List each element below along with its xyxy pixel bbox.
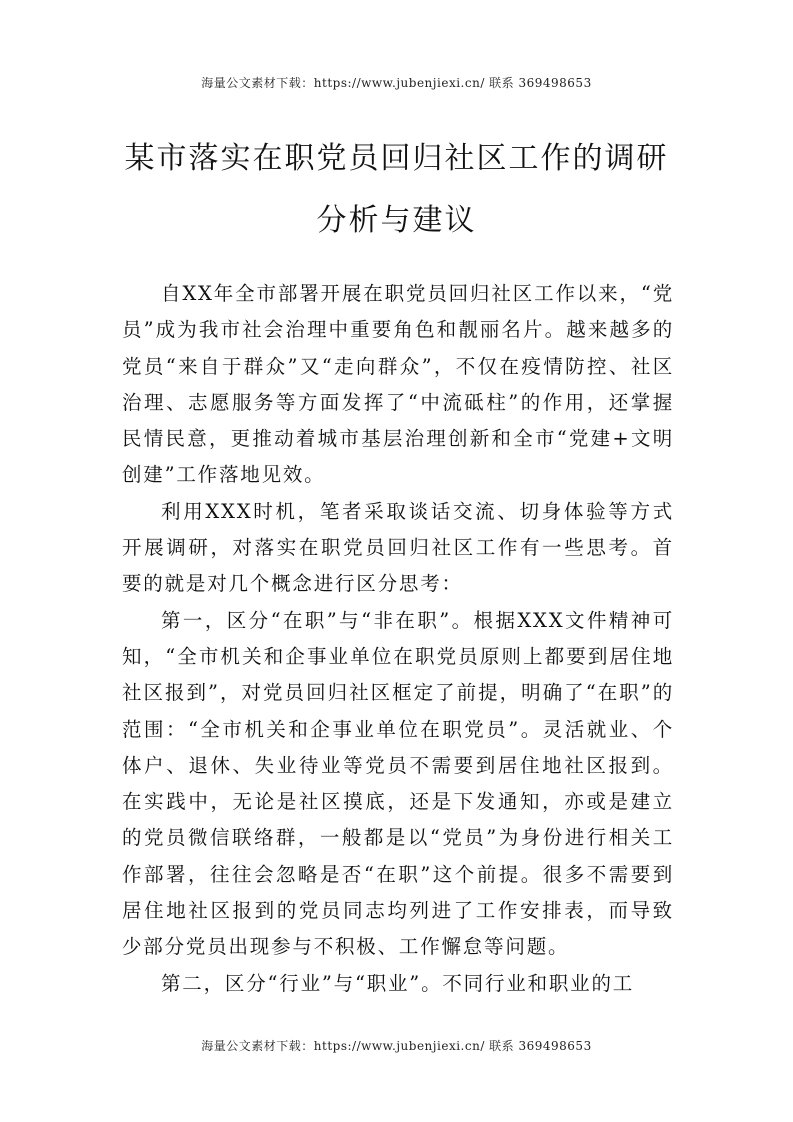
page-footer: 海量公文素材下载：https://www.jubenjiexi.cn/ 联系 369498653 (201, 1039, 592, 1053)
page-header: 海量公文素材下载：https://www.jubenjiexi.cn/ 联系 369498653 (201, 76, 592, 90)
document-body (122, 276, 674, 1002)
document-title: 某市落实在职党员回归社区工作的调研分析与建议 (124, 141, 669, 238)
paragraph-method: 利用XXX时机，笔者采取谈话交流、切身体验等方式开展调研，对落实在职党员回归社区工作有一些思考。首要的就是对几个概念进行区分思考： (122, 499, 674, 596)
paragraph-first-distinction: 第一，区分“在职”与“非在职”。根据XXX文件精神可知，“全市机关和企事业单位在职党员原则上都要到居住地社区报到”，对党员回归社区框定了前提，明确了“在职”的范围：“全市机关和企事业单位在职党员”。灵活就业、个体户、退休、失业待业等党员不需要到居住地社区报到。在实践中，无论是社区摸底，还是下发通知，亦或是建立的党员微信联络群，一般都是以“党员”为身份进行相关工作部署，往往会忽略是否“在职”这个前提。很多不需要到居住地社区报到的党员同志均列进了工作安排表，而导致少部分党员出现参与不积极、工作懈怠等问题。 (122, 608, 674, 959)
paragraph-intro: 自XX年全市部署开展在职党员回归社区工作以来，“党员”成为我市社会治理中重要角色和靓丽名片。越来越多的党员“来自于群众”又“走向群众”，不仅在疫情防控、社区治理、志愿服务等方面发挥了“中流砥柱”的作用，还掌握民情民意，更推动着城市基层治理创新和全市“党建+文明创建”工作落地见效。 (122, 282, 674, 487)
paragraph-second-distinction: 第二，区分“行业”与“职业”。不同行业和职业的工 (161, 971, 635, 995)
